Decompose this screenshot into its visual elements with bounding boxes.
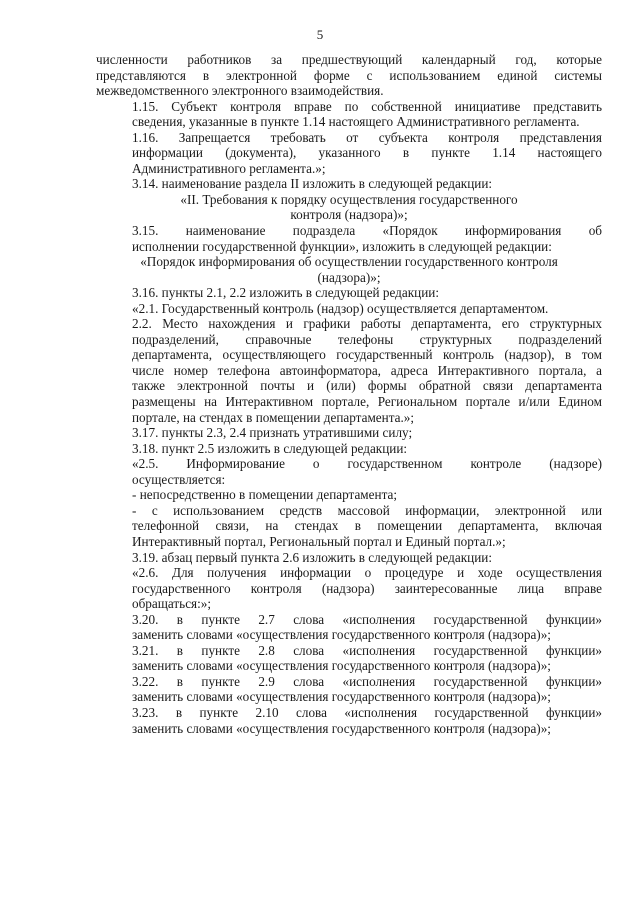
text-line: заменить словами «осуществления государственного контроля (надзора)»;: [132, 720, 551, 736]
text-line: (надзора)»;: [317, 269, 381, 285]
text-line: «Порядок информирования об осуществлении государственного контроля: [140, 254, 558, 270]
paragraph-3-19: [96, 550, 602, 566]
paragraph-3-14: [96, 176, 602, 192]
text-line: заменить словами «осуществления государственного контроля (надзора)»;: [132, 689, 551, 705]
paragraph-3-21: [96, 643, 602, 674]
text-line: исполнении государственной функции», изложить в следующей редакции:: [132, 238, 552, 254]
text-line: 3.14. наименование раздела II изложить в следующей редакции:: [132, 176, 493, 192]
text-line: «2.5. Информирование о государственном контроле (надзоре): [132, 456, 602, 472]
text-line: 2.2. Место нахождения и графики работы департамента, его структурных: [132, 316, 602, 332]
text-line: представляются в электронной форме с использованием единой системы: [96, 67, 602, 83]
text-line: - непосредственно в помещении департамента;: [132, 487, 398, 503]
paragraph-2-5: [96, 456, 602, 487]
text-line: заменить словами «осуществления государственного контроля (надзора)»;: [132, 658, 551, 674]
list-item-media: [96, 503, 602, 550]
paragraph-3-22: [96, 674, 602, 705]
text-line: департамента, осуществляющего государственный контроль (надзор), в том: [132, 347, 602, 363]
text-line: - с использованием средств массовой информации, электронной или: [132, 502, 602, 518]
text-line: государственного контроля (надзора) заинтересованные лица вправе: [132, 580, 602, 596]
text-line: обращаться:»;: [132, 596, 212, 612]
text-line: 3.15. наименование подраздела «Порядок информирования об: [132, 223, 602, 239]
text-line: осуществляется:: [132, 471, 226, 487]
paragraph-3-16: [96, 285, 602, 301]
paragraph-3-20: [96, 612, 602, 643]
paragraph-3-18: [96, 441, 602, 457]
paragraph-2-2: [96, 316, 602, 425]
page-number: 5: [316, 27, 324, 42]
text-line: «2.6. Для получения информации о процедуре и ходе осуществления: [132, 565, 602, 581]
text-line: 3.19. абзац первый пункта 2.6 изложить в следующей редакции:: [132, 549, 492, 565]
text-line: 3.16. пункты 2.1, 2.2 изложить в следующей редакции:: [132, 285, 439, 301]
paragraph-3-15: [96, 223, 602, 254]
paragraph-1-16: [96, 130, 602, 177]
text-line: «II. Требования к порядку осуществления государственного: [180, 191, 518, 207]
list-item-premises: [96, 487, 602, 503]
paragraph-2-6: [96, 565, 602, 612]
text-line: «2.1. Государственный контроль (надзор) осуществляется департаментом.: [132, 300, 549, 316]
text-line: сведения, указанные в пункте 1.14 настоящего Административного регламента.: [132, 114, 580, 130]
text-line: 3.22. в пункте 2.9 слова «исполнения государственной функции»: [132, 673, 602, 689]
text-line: межведомственного электронного взаимодействия.: [96, 83, 384, 99]
text-line: подразделений, справочные телефоны структурных подразделений: [132, 331, 602, 347]
text-line: Интерактивный портал, Региональный портал и Единый портал.»;: [132, 533, 506, 549]
text-line: числе номер телефона автоинформатора, адреса Интерактивного портала, а: [132, 362, 602, 378]
text-line: 1.15. Субъект контроля вправе по собственной инициативе представить: [132, 98, 602, 114]
paragraph-3-23: [96, 705, 602, 736]
text-line: Административного регламента.»;: [132, 160, 326, 176]
paragraph-3-17: [96, 425, 602, 441]
text-line: 3.21. в пункте 2.8 слова «исполнения государственной функции»: [132, 642, 602, 658]
text-line: контроля (надзора)»;: [290, 207, 408, 223]
text-line: также электронной почты и (или) формы обратной связи департамента: [132, 378, 602, 394]
text-line: 1.16. Запрещается требовать от субъекта контроля представления: [132, 129, 602, 145]
paragraph-1-15: [96, 99, 602, 130]
text-line: размещены на Интерактивном портале, Региональном портале и/или Едином: [132, 394, 602, 410]
text-line: численности работников за предшествующий календарный год, которые: [96, 52, 602, 67]
section-heading-quote: [96, 192, 602, 223]
document-body: [96, 52, 602, 736]
text-line: портале, на стендах в помещении департамента.»;: [132, 409, 415, 425]
text-line: информации (документа), указанного в пункте 1.14 настоящего: [132, 145, 602, 161]
text-line: 3.17. пункты 2.3, 2.4 признать утратившими силу;: [132, 425, 413, 441]
text-line: телефонной связи, на стендах в помещении департамента, включая: [132, 518, 602, 534]
subsection-heading-quote: [96, 254, 602, 285]
text-line: 3.23. в пункте 2.10 слова «исполнения государственной функции»: [132, 704, 602, 720]
text-line: заменить словами «осуществления государственного контроля (надзора)»;: [132, 627, 551, 643]
text-line: 3.18. пункт 2.5 изложить в следующей редакции:: [132, 440, 408, 456]
paragraph-continuation: [96, 52, 602, 99]
text-line: 3.20. в пункте 2.7 слова «исполнения государственной функции»: [132, 611, 602, 627]
paragraph-2-1: [96, 301, 602, 317]
